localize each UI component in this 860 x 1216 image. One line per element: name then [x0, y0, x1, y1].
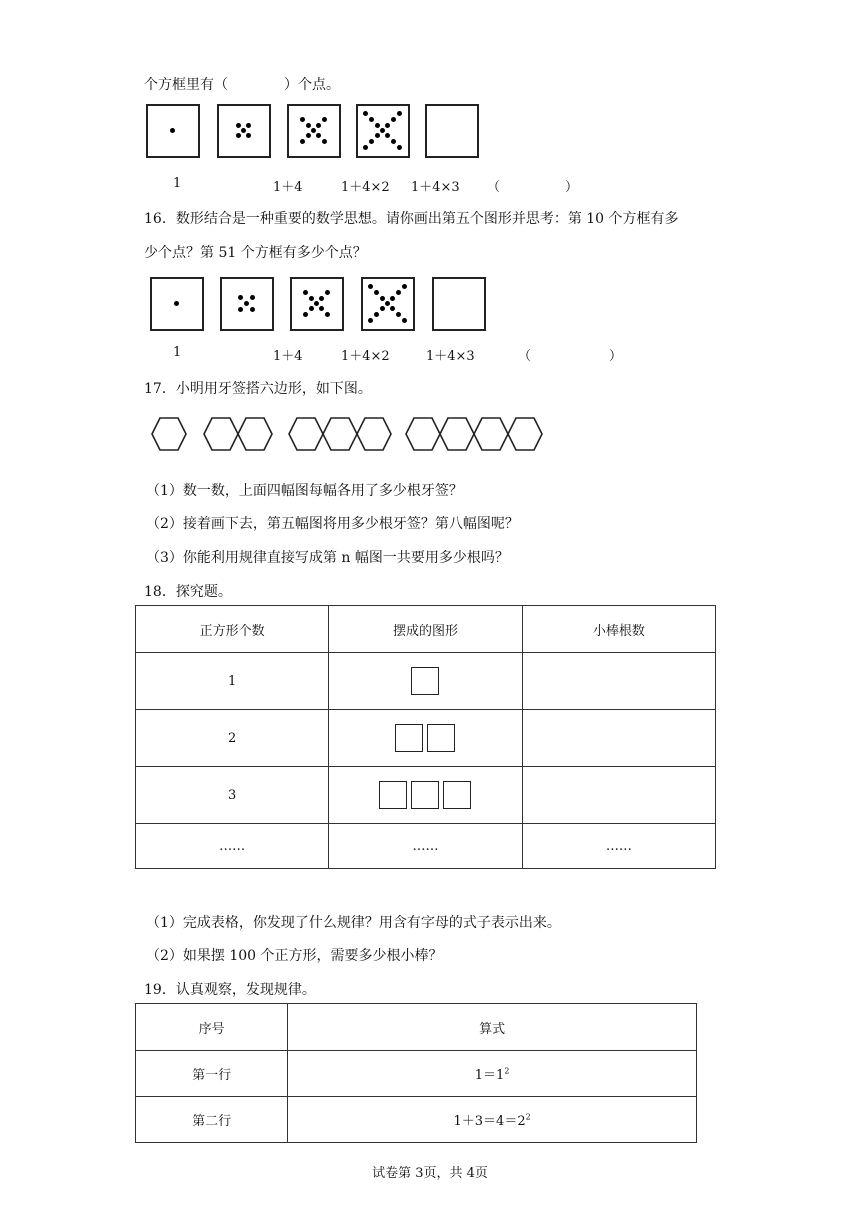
q16-label-5: （ ）: [518, 349, 623, 364]
q18-count-2: 2: [136, 710, 329, 767]
q16-box-2: [220, 277, 274, 331]
q19-header-formula: 算式: [288, 1004, 697, 1051]
q18-ellipsis-1: ……: [136, 824, 329, 869]
q19-title: 19．认真观察，发现规律。: [144, 982, 316, 998]
q15-box-4: [356, 104, 410, 158]
q15-box-3: [287, 104, 341, 158]
q18-header-count: 正方形个数: [136, 606, 329, 653]
q16-label-1: 1: [173, 345, 182, 360]
hexagon-fig-4: [406, 418, 542, 450]
q15-box-5-empty: [425, 104, 479, 158]
q15-box-2: [217, 104, 271, 158]
table-row: [136, 710, 716, 767]
q18-count-1: 1: [136, 653, 329, 710]
hexagon-figures: [146, 410, 546, 460]
q19-row2-formula: $1+3=4=2^2$: [288, 1097, 697, 1143]
q19-row1-formula: $1=1^2$: [288, 1051, 697, 1097]
q15-line: 个方框里有（ ）个点。: [144, 77, 340, 93]
q15-label-1: 1: [173, 176, 182, 191]
q16-label-3: 1＋4×2: [341, 349, 390, 364]
q18-header-figure: 摆成的图形: [329, 606, 522, 653]
q18-title: 18．探究题。: [144, 584, 232, 600]
q17-title: 17．小明用牙签搭六边形，如下图。: [144, 381, 372, 397]
dot: [170, 128, 175, 133]
q18-sticks-1-blank[interactable]: [522, 653, 715, 710]
q19-table: [135, 1003, 697, 1143]
table-row: [136, 653, 716, 710]
table-row: [136, 1051, 697, 1097]
q15-label-2: 1＋4: [273, 180, 303, 195]
q16-line2: 少个点？第 51 个方框有多少个点？: [144, 245, 367, 261]
q18-sticks-2-blank[interactable]: [522, 710, 715, 767]
q15-label-4: 1＋4×3: [411, 180, 460, 195]
q15-box-1: [146, 104, 200, 158]
q18-table: [135, 605, 716, 869]
table-row: [136, 1097, 697, 1143]
q18-header-sticks: 小棒根数: [522, 606, 715, 653]
q16-box-1: [150, 277, 204, 331]
q17-sub3: （3）你能利用规律直接写成第 n 幅图一共要用多少根吗？: [146, 550, 509, 566]
table-row: [136, 824, 716, 869]
q15-label-3: 1＋4×2: [341, 180, 390, 195]
q18-figure-1: [329, 653, 522, 710]
q19-row1-label: 第一行: [136, 1051, 288, 1097]
q16-box-5-empty: [432, 277, 486, 331]
q18-count-3: 3: [136, 767, 329, 824]
q16-box-4: [361, 277, 415, 331]
table-row: [136, 767, 716, 824]
q19-row2-label: 第二行: [136, 1097, 288, 1143]
q18-ellipsis-2: ……: [329, 824, 522, 869]
hexagon-fig-2: [204, 418, 272, 450]
q18-sticks-3-blank[interactable]: [522, 767, 715, 824]
q16-label-2: 1＋4: [273, 349, 303, 364]
page-footer: 试卷第 3页，共 4页: [372, 1166, 488, 1181]
q18-sub2: （2）如果摆 100 个正方形，需要多少根小棒？: [146, 948, 443, 964]
q17-sub2: （2）接着画下去，第五幅图将用多少根牙签？第八幅图呢？: [146, 516, 519, 532]
q17-sub1: （1）数一数，上面四幅图每幅各用了多少根牙签？: [146, 483, 463, 499]
q18-figure-3: [329, 767, 522, 824]
q19-header-index: 序号: [136, 1004, 288, 1051]
q18-ellipsis-3: ……: [522, 824, 715, 869]
hexagon-fig-1: [152, 418, 186, 450]
q16-line1: 16．数形结合是一种重要的数学思想。请你画出第五个图形并思考：第 10 个方框有多: [144, 211, 679, 227]
q16-label-4: 1＋4×3: [426, 349, 475, 364]
hexagon-fig-3: [289, 418, 391, 450]
q18-sub1: （1）完成表格，你发现了什么规律？用含有字母的式子表示出来。: [146, 915, 561, 931]
q15-label-5: （ ）: [487, 180, 579, 195]
q16-box-3: [290, 277, 344, 331]
q18-figure-2: [329, 710, 522, 767]
